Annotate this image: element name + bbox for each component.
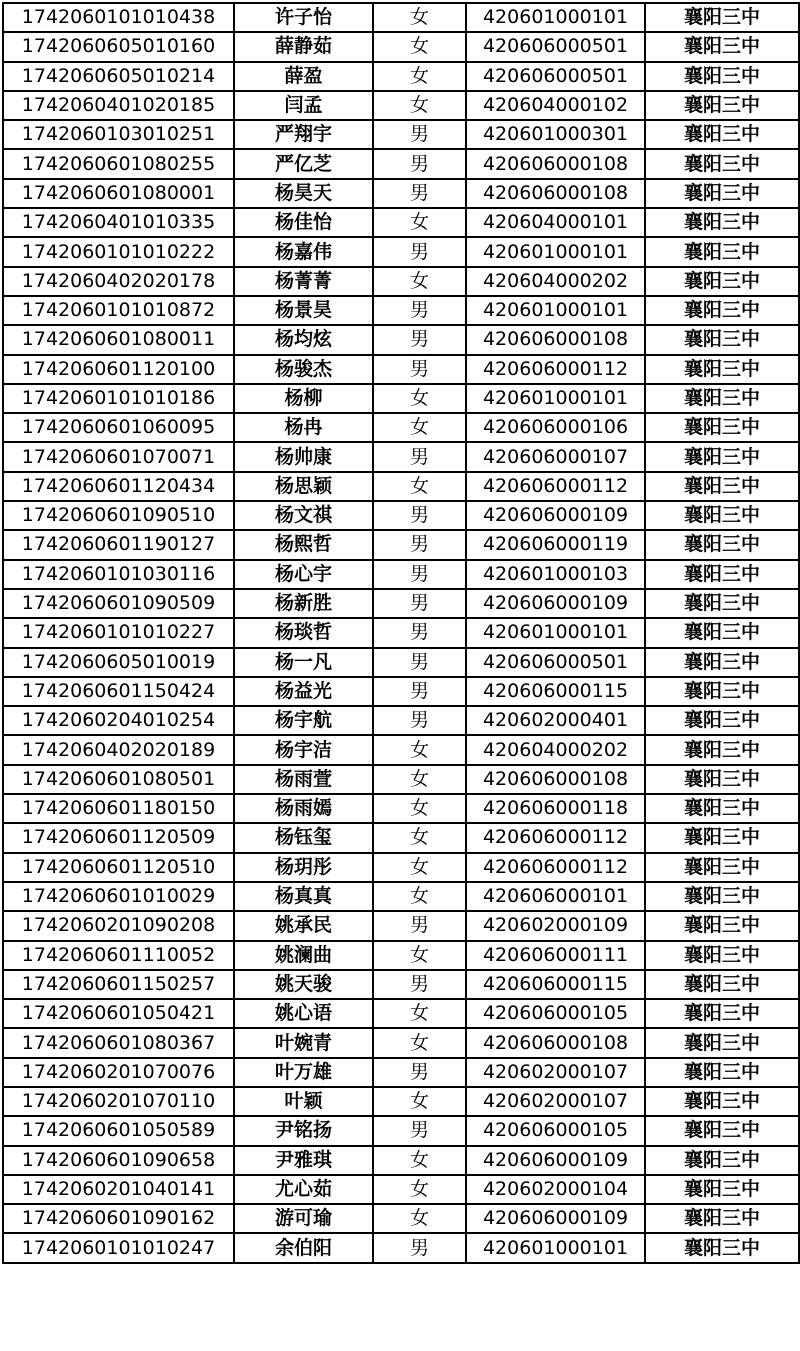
student-name-cell: 杨佳怡 — [234, 208, 373, 237]
student-name-cell: 许子怡 — [234, 3, 373, 32]
table-row — [3, 970, 799, 999]
exam-number-cell: 1742060601060095 — [3, 413, 234, 442]
school-cell: 襄阳三中 — [645, 442, 799, 471]
gender-cell: 男 — [373, 237, 466, 266]
exam-number-cell: 1742060601120434 — [3, 472, 234, 501]
gender-cell: 女 — [373, 1204, 466, 1233]
area-code-cell: 420606000501 — [466, 62, 645, 91]
exam-number-cell: 1742060201070110 — [3, 1087, 234, 1116]
area-code-cell: 420601000101 — [466, 237, 645, 266]
student-name-cell: 杨嘉伟 — [234, 237, 373, 266]
exam-number-cell: 1742060601190127 — [3, 530, 234, 559]
area-code-cell: 420606000118 — [466, 794, 645, 823]
table-row — [3, 91, 799, 120]
student-name-cell: 叶万雄 — [234, 1058, 373, 1087]
area-code-cell: 420606000108 — [466, 179, 645, 208]
exam-number-cell: 1742060601110052 — [3, 941, 234, 970]
exam-number-cell: 1742060601080011 — [3, 325, 234, 354]
school-cell: 襄阳三中 — [645, 149, 799, 178]
exam-number-cell: 1742060601090162 — [3, 1204, 234, 1233]
gender-cell: 女 — [373, 32, 466, 61]
area-code-cell: 420606000107 — [466, 442, 645, 471]
table-row — [3, 1175, 799, 1204]
gender-cell: 女 — [373, 3, 466, 32]
table-row — [3, 1146, 799, 1175]
area-code-cell: 420606000105 — [466, 1116, 645, 1145]
exam-number-cell: 1742060103010251 — [3, 120, 234, 149]
table-row — [3, 237, 799, 266]
student-name-cell: 杨雨嫣 — [234, 794, 373, 823]
student-name-cell: 叶颖 — [234, 1087, 373, 1116]
student-name-cell: 余伯阳 — [234, 1233, 373, 1262]
table-row — [3, 1233, 799, 1262]
gender-cell: 女 — [373, 384, 466, 413]
area-code-cell: 420606000108 — [466, 149, 645, 178]
school-cell: 襄阳三中 — [645, 999, 799, 1028]
gender-cell: 男 — [373, 1233, 466, 1262]
school-cell: 襄阳三中 — [645, 1233, 799, 1262]
table-row — [3, 530, 799, 559]
area-code-cell: 420601000101 — [466, 384, 645, 413]
student-name-cell: 尹铭扬 — [234, 1116, 373, 1145]
school-cell: 襄阳三中 — [645, 296, 799, 325]
school-cell: 襄阳三中 — [645, 1028, 799, 1057]
table-row — [3, 823, 799, 852]
area-code-cell: 420606000115 — [466, 970, 645, 999]
student-name-cell: 杨冉 — [234, 413, 373, 442]
table-row — [3, 560, 799, 589]
table-row — [3, 589, 799, 618]
student-name-cell: 姚承民 — [234, 911, 373, 940]
exam-number-cell: 1742060402020178 — [3, 267, 234, 296]
exam-number-cell: 1742060605010214 — [3, 62, 234, 91]
gender-cell: 男 — [373, 618, 466, 647]
student-name-cell: 杨文祺 — [234, 501, 373, 530]
gender-cell: 男 — [373, 355, 466, 384]
gender-cell: 男 — [373, 706, 466, 735]
student-name-cell: 薛盈 — [234, 62, 373, 91]
student-name-cell: 姚天骏 — [234, 970, 373, 999]
exam-number-cell: 1742060601180150 — [3, 794, 234, 823]
table-row — [3, 325, 799, 354]
table-row — [3, 1116, 799, 1145]
table-row — [3, 296, 799, 325]
school-cell: 襄阳三中 — [645, 237, 799, 266]
gender-cell: 男 — [373, 970, 466, 999]
student-name-cell: 杨柳 — [234, 384, 373, 413]
area-code-cell: 420606000109 — [466, 1146, 645, 1175]
student-name-cell: 杨骏杰 — [234, 355, 373, 384]
area-code-cell: 420606000109 — [466, 501, 645, 530]
student-name-cell: 杨钰玺 — [234, 823, 373, 852]
exam-number-cell: 1742060402020189 — [3, 735, 234, 764]
area-code-cell: 420601000101 — [466, 3, 645, 32]
table-row — [3, 999, 799, 1028]
table-row — [3, 501, 799, 530]
school-cell: 襄阳三中 — [645, 589, 799, 618]
school-cell: 襄阳三中 — [645, 91, 799, 120]
school-cell: 襄阳三中 — [645, 677, 799, 706]
school-cell: 襄阳三中 — [645, 384, 799, 413]
gender-cell: 女 — [373, 472, 466, 501]
area-code-cell: 420606000109 — [466, 589, 645, 618]
gender-cell: 男 — [373, 501, 466, 530]
gender-cell: 男 — [373, 1058, 466, 1087]
gender-cell: 女 — [373, 208, 466, 237]
gender-cell: 男 — [373, 179, 466, 208]
school-cell: 襄阳三中 — [645, 179, 799, 208]
school-cell: 襄阳三中 — [645, 1087, 799, 1116]
exam-number-cell: 1742060601080501 — [3, 765, 234, 794]
area-code-cell: 420606000112 — [466, 853, 645, 882]
exam-number-cell: 1742060601090510 — [3, 501, 234, 530]
exam-number-cell: 1742060601050421 — [3, 999, 234, 1028]
student-name-cell: 杨心宇 — [234, 560, 373, 589]
student-name-cell: 杨益光 — [234, 677, 373, 706]
gender-cell: 女 — [373, 823, 466, 852]
table-row — [3, 472, 799, 501]
student-name-cell: 杨真真 — [234, 882, 373, 911]
area-code-cell: 420601000101 — [466, 618, 645, 647]
exam-number-cell: 1742060101030116 — [3, 560, 234, 589]
school-cell: 襄阳三中 — [645, 3, 799, 32]
table-row — [3, 3, 799, 32]
school-cell: 襄阳三中 — [645, 1058, 799, 1087]
school-cell: 襄阳三中 — [645, 472, 799, 501]
gender-cell: 女 — [373, 735, 466, 764]
school-cell: 襄阳三中 — [645, 32, 799, 61]
area-code-cell: 420606000109 — [466, 1204, 645, 1233]
student-name-cell: 杨雨萱 — [234, 765, 373, 794]
area-code-cell: 420602000107 — [466, 1058, 645, 1087]
student-name-cell: 严亿芝 — [234, 149, 373, 178]
table-row — [3, 355, 799, 384]
school-cell: 襄阳三中 — [645, 1175, 799, 1204]
exam-number-cell: 1742060601080367 — [3, 1028, 234, 1057]
school-cell: 襄阳三中 — [645, 120, 799, 149]
student-list-table — [2, 2, 800, 1264]
exam-number-cell: 1742060601080001 — [3, 179, 234, 208]
area-code-cell: 420601000301 — [466, 120, 645, 149]
student-name-cell: 杨均炫 — [234, 325, 373, 354]
exam-number-cell: 1742060201070076 — [3, 1058, 234, 1087]
area-code-cell: 420602000104 — [466, 1175, 645, 1204]
student-name-cell: 闫孟 — [234, 91, 373, 120]
exam-number-cell: 1742060201040141 — [3, 1175, 234, 1204]
exam-number-cell: 1742060601150424 — [3, 677, 234, 706]
student-name-cell: 严翔宇 — [234, 120, 373, 149]
school-cell: 襄阳三中 — [645, 1146, 799, 1175]
exam-number-cell: 1742060101010438 — [3, 3, 234, 32]
gender-cell: 男 — [373, 589, 466, 618]
table-row — [3, 208, 799, 237]
table-row — [3, 765, 799, 794]
table-row — [3, 384, 799, 413]
exam-number-cell: 1742060601080255 — [3, 149, 234, 178]
exam-number-cell: 1742060605010019 — [3, 648, 234, 677]
gender-cell: 女 — [373, 267, 466, 296]
table-row — [3, 735, 799, 764]
school-cell: 襄阳三中 — [645, 413, 799, 442]
student-name-cell: 杨宇航 — [234, 706, 373, 735]
gender-cell: 男 — [373, 1116, 466, 1145]
area-code-cell: 420606000501 — [466, 32, 645, 61]
student-name-cell: 薛静茹 — [234, 32, 373, 61]
table-row — [3, 882, 799, 911]
school-cell: 襄阳三中 — [645, 618, 799, 647]
area-code-cell: 420604000101 — [466, 208, 645, 237]
student-name-cell: 杨昊天 — [234, 179, 373, 208]
area-code-cell: 420602000401 — [466, 706, 645, 735]
gender-cell: 女 — [373, 882, 466, 911]
gender-cell: 女 — [373, 765, 466, 794]
area-code-cell: 420606000108 — [466, 325, 645, 354]
gender-cell: 女 — [373, 941, 466, 970]
student-name-cell: 尤心茹 — [234, 1175, 373, 1204]
area-code-cell: 420606000112 — [466, 823, 645, 852]
table-body — [3, 3, 799, 1263]
area-code-cell: 420604000102 — [466, 91, 645, 120]
school-cell: 襄阳三中 — [645, 62, 799, 91]
gender-cell: 男 — [373, 120, 466, 149]
school-cell: 襄阳三中 — [645, 911, 799, 940]
student-name-cell: 杨菁菁 — [234, 267, 373, 296]
student-name-cell: 杨新胜 — [234, 589, 373, 618]
area-code-cell: 420606000106 — [466, 413, 645, 442]
school-cell: 襄阳三中 — [645, 706, 799, 735]
exam-number-cell: 1742060101010872 — [3, 296, 234, 325]
table-row — [3, 32, 799, 61]
student-name-cell: 姚心语 — [234, 999, 373, 1028]
table-row — [3, 911, 799, 940]
gender-cell: 女 — [373, 999, 466, 1028]
gender-cell: 女 — [373, 413, 466, 442]
area-code-cell: 420606000101 — [466, 882, 645, 911]
exam-number-cell: 1742060601050589 — [3, 1116, 234, 1145]
school-cell: 襄阳三中 — [645, 794, 799, 823]
area-code-cell: 420606000112 — [466, 355, 645, 384]
area-code-cell: 420604000202 — [466, 735, 645, 764]
area-code-cell: 420601000103 — [466, 560, 645, 589]
student-name-cell: 杨宇洁 — [234, 735, 373, 764]
exam-number-cell: 1742060601120509 — [3, 823, 234, 852]
table-row — [3, 677, 799, 706]
gender-cell: 女 — [373, 1087, 466, 1116]
school-cell: 襄阳三中 — [645, 765, 799, 794]
gender-cell: 男 — [373, 325, 466, 354]
school-cell: 襄阳三中 — [645, 941, 799, 970]
school-cell: 襄阳三中 — [645, 853, 799, 882]
table-row — [3, 648, 799, 677]
school-cell: 襄阳三中 — [645, 355, 799, 384]
gender-cell: 女 — [373, 794, 466, 823]
gender-cell: 男 — [373, 530, 466, 559]
student-name-cell: 杨玥彤 — [234, 853, 373, 882]
school-cell: 襄阳三中 — [645, 325, 799, 354]
gender-cell: 女 — [373, 62, 466, 91]
area-code-cell: 420601000101 — [466, 1233, 645, 1262]
school-cell: 襄阳三中 — [645, 267, 799, 296]
table-row — [3, 1204, 799, 1233]
exam-number-cell: 1742060601150257 — [3, 970, 234, 999]
area-code-cell: 420601000101 — [466, 296, 645, 325]
table-row — [3, 706, 799, 735]
table-row — [3, 442, 799, 471]
gender-cell: 男 — [373, 149, 466, 178]
student-name-cell: 叶婉青 — [234, 1028, 373, 1057]
area-code-cell: 420602000107 — [466, 1087, 645, 1116]
table-row — [3, 413, 799, 442]
school-cell: 襄阳三中 — [645, 560, 799, 589]
student-name-cell: 杨思颖 — [234, 472, 373, 501]
area-code-cell: 420606000112 — [466, 472, 645, 501]
exam-number-cell: 1742060601010029 — [3, 882, 234, 911]
table-row — [3, 267, 799, 296]
table-row — [3, 179, 799, 208]
exam-number-cell: 1742060601090658 — [3, 1146, 234, 1175]
student-name-cell: 杨一凡 — [234, 648, 373, 677]
table-row — [3, 853, 799, 882]
student-name-cell: 杨帅康 — [234, 442, 373, 471]
student-name-cell: 杨琰哲 — [234, 618, 373, 647]
student-name-cell: 杨熙哲 — [234, 530, 373, 559]
exam-number-cell: 1742060204010254 — [3, 706, 234, 735]
gender-cell: 男 — [373, 677, 466, 706]
gender-cell: 女 — [373, 1175, 466, 1204]
table-row — [3, 149, 799, 178]
table-row — [3, 1028, 799, 1057]
school-cell: 襄阳三中 — [645, 970, 799, 999]
gender-cell: 女 — [373, 853, 466, 882]
school-cell: 襄阳三中 — [645, 530, 799, 559]
gender-cell: 女 — [373, 1146, 466, 1175]
student-name-cell: 杨景昊 — [234, 296, 373, 325]
school-cell: 襄阳三中 — [645, 735, 799, 764]
exam-number-cell: 1742060601120510 — [3, 853, 234, 882]
area-code-cell: 420602000109 — [466, 911, 645, 940]
area-code-cell: 420606000105 — [466, 999, 645, 1028]
table-row — [3, 794, 799, 823]
exam-number-cell: 1742060101010186 — [3, 384, 234, 413]
area-code-cell: 420604000202 — [466, 267, 645, 296]
area-code-cell: 420606000108 — [466, 765, 645, 794]
school-cell: 襄阳三中 — [645, 648, 799, 677]
table-row — [3, 120, 799, 149]
exam-number-cell: 1742060601070071 — [3, 442, 234, 471]
student-name-cell: 游可瑜 — [234, 1204, 373, 1233]
school-cell: 襄阳三中 — [645, 1116, 799, 1145]
school-cell: 襄阳三中 — [645, 1204, 799, 1233]
area-code-cell: 420606000108 — [466, 1028, 645, 1057]
school-cell: 襄阳三中 — [645, 501, 799, 530]
exam-number-cell: 1742060605010160 — [3, 32, 234, 61]
school-cell: 襄阳三中 — [645, 882, 799, 911]
gender-cell: 男 — [373, 648, 466, 677]
student-name-cell: 尹雅琪 — [234, 1146, 373, 1175]
exam-number-cell: 1742060401020185 — [3, 91, 234, 120]
gender-cell: 男 — [373, 911, 466, 940]
area-code-cell: 420606000111 — [466, 941, 645, 970]
gender-cell: 男 — [373, 442, 466, 471]
exam-number-cell: 1742060101010227 — [3, 618, 234, 647]
exam-number-cell: 1742060101010247 — [3, 1233, 234, 1262]
area-code-cell: 420606000119 — [466, 530, 645, 559]
exam-number-cell: 1742060601090509 — [3, 589, 234, 618]
school-cell: 襄阳三中 — [645, 823, 799, 852]
table-row — [3, 1087, 799, 1116]
gender-cell: 女 — [373, 1028, 466, 1057]
area-code-cell: 420606000115 — [466, 677, 645, 706]
gender-cell: 女 — [373, 91, 466, 120]
table-row — [3, 941, 799, 970]
table-row — [3, 1058, 799, 1087]
table-row — [3, 618, 799, 647]
gender-cell: 男 — [373, 560, 466, 589]
exam-number-cell: 1742060101010222 — [3, 237, 234, 266]
student-name-cell: 姚澜曲 — [234, 941, 373, 970]
exam-number-cell: 1742060401010335 — [3, 208, 234, 237]
exam-number-cell: 1742060601120100 — [3, 355, 234, 384]
exam-number-cell: 1742060201090208 — [3, 911, 234, 940]
table-row — [3, 62, 799, 91]
school-cell: 襄阳三中 — [645, 208, 799, 237]
gender-cell: 男 — [373, 296, 466, 325]
area-code-cell: 420606000501 — [466, 648, 645, 677]
